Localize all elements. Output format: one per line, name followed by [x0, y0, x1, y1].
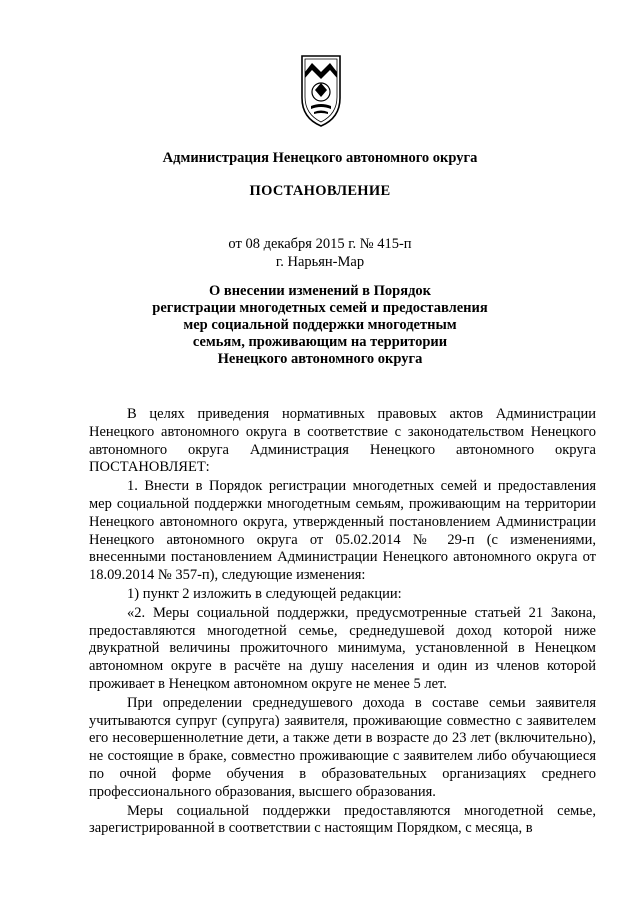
document-date-number: от 08 декабря 2015 г. № 415-п [228, 236, 412, 252]
subject-line: О внесении изменений в Порядок [208, 283, 432, 299]
body-paragraph-item-1: 1. Внести в Порядок регистрации многодетных семей и предоставления мер социальной поддержки многодетным семьям, проживающим на территории Ненецкого автономного округа, утвержденный постановлением Администрации Ненецкого автономного округа от 05.02.2014 № 29-п (с изменениями, внесенными постановлением Администрации Ненецкого автономного округа от 18.09.2014 № 357-п), следующие изменения: [89, 478, 596, 584]
subject-line: семьям, проживающим на территории [192, 334, 448, 350]
subject-line: регистрации многодетных семей и предоставления [152, 300, 488, 316]
document-body [89, 406, 596, 839]
body-paragraph-subitem-1: 1) пункт 2 изложить в следующей редакции: [127, 585, 402, 602]
body-paragraph-income-calc: При определении среднедушевого дохода в составе семьи заявителя учитываются супруг (супруга) заявителя, проживающие совместно с заявителем его несовершеннолетние дети, а также дети в возрасте до 23 лет (включительно), не состоящие в браке, совместно проживающие с заявителем либо обучающиеся по очной форме обучения в образовательных организациях среднего профессионального образования, высшего образования. [89, 694, 596, 800]
document-type-heading: ПОСТАНОВЛЕНИЕ [249, 183, 391, 199]
body-paragraph-support-start: Меры социальной поддержки предоставляются многодетной семье, зарегистрированной в соответствии с настоящим Порядком, с месяца, в [89, 802, 596, 837]
document-date-block [0, 235, 640, 271]
subject-line: мер социальной поддержки многодетным [183, 317, 457, 333]
document-subject-title [0, 283, 640, 368]
body-paragraph-preamble: В целях приведения нормативных правовых актов Администрации Ненецкого автономного округа в соответствие с законодательством Ненецкого автономного округа Администрация Ненецкого автономного округа ПОСТАНОВЛЯЕТ: [89, 406, 596, 476]
document-place: г. Нарьян-Мар [275, 254, 365, 270]
coat-of-arms-emblem [296, 52, 346, 128]
body-paragraph-quote-2: «2. Меры социальной поддержки, предусмотренные статьей 21 Закона, предоставляются многодетной семье, среднедушевой доход которой ниже двукратной величины прожиточного минимума, установленной в Ненецком автономном округе в расчёте на душу населения и один из членов которой проживает в Ненецком автономном округе не менее 5 лет. [89, 604, 596, 692]
subject-line: Ненецкого автономного округа [217, 351, 423, 367]
organization-title: Администрация Ненецкого автономного округа [162, 150, 478, 166]
